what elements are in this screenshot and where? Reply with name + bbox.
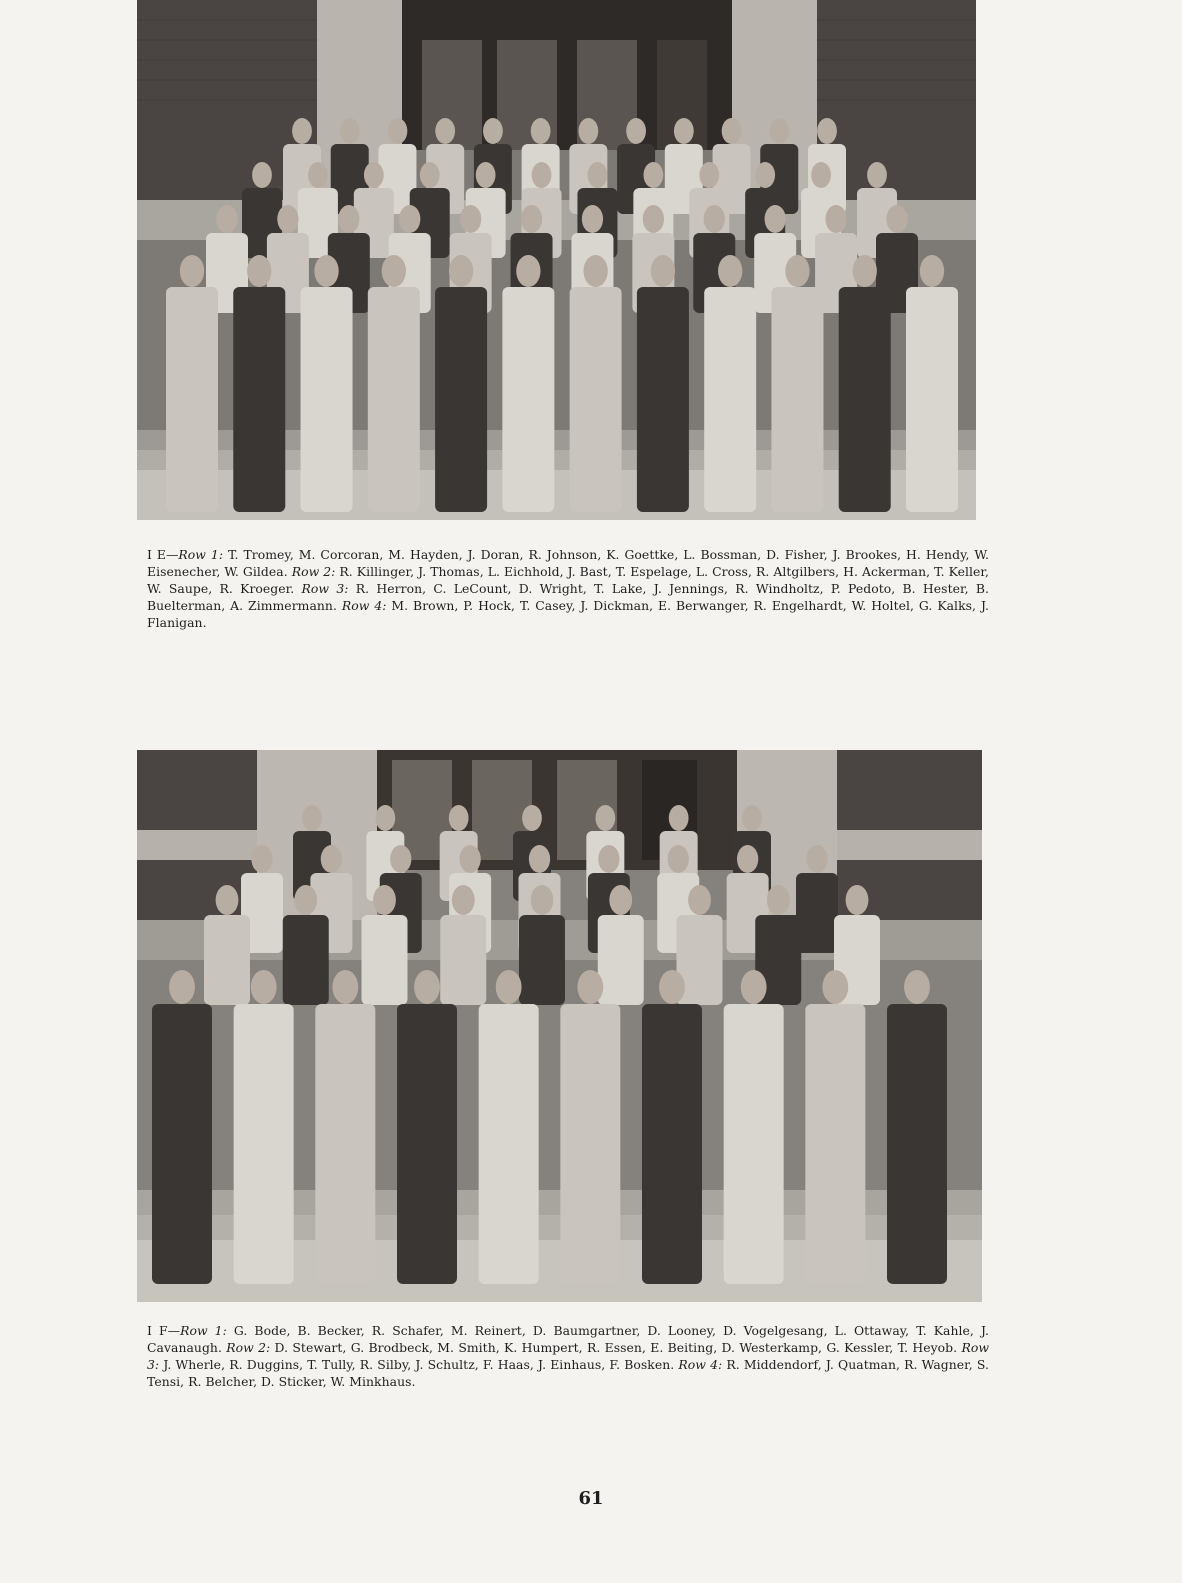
student-head xyxy=(598,845,619,873)
student-head xyxy=(216,885,239,915)
student-head xyxy=(626,118,646,144)
student-head xyxy=(737,845,758,873)
student-figure xyxy=(642,1004,702,1284)
student-head xyxy=(688,885,711,915)
student-figure xyxy=(204,915,250,1005)
student-head xyxy=(373,885,396,915)
student-head xyxy=(767,885,790,915)
student-head xyxy=(531,118,551,144)
student-figure xyxy=(166,287,218,512)
student-head xyxy=(251,970,277,1004)
class-label: I E— xyxy=(147,547,179,562)
row-names: D. Stewart, G. Brodbeck, M. Smith, K. Humpert, R. Essen, E. Beiting, D. Westerkamp, G. Kessler, T. Heyob. xyxy=(270,1340,962,1355)
student-figure xyxy=(570,287,622,512)
student-head xyxy=(308,162,328,188)
student-head xyxy=(811,162,831,188)
student-figure xyxy=(435,287,487,512)
row-label: Row 3: xyxy=(301,581,349,596)
page-number: 61 xyxy=(578,1488,604,1509)
student-head xyxy=(920,255,944,287)
student-head xyxy=(588,162,608,188)
student-figure xyxy=(771,287,823,512)
student-figure xyxy=(397,1004,457,1284)
student-figure xyxy=(479,1004,539,1284)
student-head xyxy=(532,162,552,188)
student-head xyxy=(314,255,338,287)
student-figure xyxy=(234,1004,294,1284)
student-head xyxy=(332,970,358,1004)
student-head xyxy=(414,970,440,1004)
student-head xyxy=(521,205,542,233)
student-head xyxy=(643,162,663,188)
row-names: R. Herron, C. LeCount, D. Wright, T. Lake, J. Jennings, R. Windholtz, P. Pedoto, B. Hester, B. Buelterman, A. Zimmermann. xyxy=(147,581,989,613)
student-figure xyxy=(839,287,891,512)
student-head xyxy=(674,118,694,144)
row-label: Row 4: xyxy=(341,598,387,613)
student-figure xyxy=(796,873,838,953)
student-head xyxy=(247,255,271,287)
student-figure xyxy=(887,1004,947,1284)
student-head xyxy=(522,805,542,831)
student-head xyxy=(476,162,496,188)
student-head xyxy=(169,970,195,1004)
student-figure xyxy=(805,1004,865,1284)
student-figure xyxy=(440,915,486,1005)
student-head xyxy=(390,845,411,873)
student-figure xyxy=(502,287,554,512)
student-figure xyxy=(906,287,958,512)
student-head xyxy=(669,805,689,831)
row-names: J. Wherle, R. Duggins, T. Tully, R. Silby, J. Schultz, F. Haas, J. Einhaus, F. Bosken. xyxy=(159,1357,679,1372)
row-names: R. Killinger, J. Thomas, L. Eichhold, J. Bast, T. Espelage, L. Cross, R. Altgilbers, H. Ackerman, T. Keller, W. Saupe, R. Kroeger. xyxy=(147,564,989,596)
student-head xyxy=(483,118,503,144)
student-head xyxy=(699,162,719,188)
class-1f-photo-illustration xyxy=(137,750,982,1302)
student-head xyxy=(659,970,685,1004)
student-head xyxy=(420,162,440,188)
student-head xyxy=(375,805,395,831)
student-head xyxy=(388,118,408,144)
student-head xyxy=(321,845,342,873)
student-head xyxy=(531,885,554,915)
student-head xyxy=(340,118,360,144)
student-figure xyxy=(519,915,565,1005)
student-head xyxy=(741,970,767,1004)
student-head xyxy=(449,805,469,831)
row-label: Row 2: xyxy=(291,564,336,579)
class-label: I F— xyxy=(147,1323,181,1338)
student-head xyxy=(582,205,603,233)
student-figure xyxy=(301,287,353,512)
student-head xyxy=(382,255,406,287)
student-figure xyxy=(560,1004,620,1284)
student-head xyxy=(853,255,877,287)
student-head xyxy=(460,205,481,233)
student-head xyxy=(252,162,272,188)
student-head xyxy=(595,805,615,831)
student-head xyxy=(180,255,204,287)
student-head xyxy=(704,205,725,233)
student-head xyxy=(609,885,632,915)
student-head xyxy=(399,205,420,233)
student-figure xyxy=(283,915,329,1005)
row-label: Row 4: xyxy=(678,1357,723,1372)
student-head xyxy=(718,255,742,287)
student-head xyxy=(216,205,237,233)
student-head xyxy=(651,255,675,287)
student-head xyxy=(825,205,846,233)
row-names: T. Tromey, M. Corcoran, M. Hayden, J. Doran, R. Johnson, K. Goettke, L. Bossman, D. Fisher, J. Brookes, H. Hendy, W. Eisenecher, W. Gildea. xyxy=(147,547,990,579)
class-1e-photo-illustration xyxy=(137,0,976,520)
student-figure xyxy=(362,915,408,1005)
student-head xyxy=(643,205,664,233)
student-head xyxy=(435,118,455,144)
student-head xyxy=(364,162,384,188)
student-head xyxy=(578,118,598,144)
student-head xyxy=(822,970,848,1004)
student-figure xyxy=(598,915,644,1005)
student-head xyxy=(755,162,775,188)
student-figure xyxy=(233,287,285,512)
row-label: Row 3: xyxy=(147,1340,989,1372)
student-figure xyxy=(152,1004,212,1284)
row-names: R. Middendorf, J. Quatman, R. Wagner, S. Tensi, R. Belcher, D. Sticker, W. Minkhaus. xyxy=(147,1357,990,1389)
student-head xyxy=(817,118,837,144)
student-head xyxy=(529,845,550,873)
student-head xyxy=(886,205,907,233)
student-head xyxy=(577,970,603,1004)
student-head xyxy=(722,118,742,144)
class-1f-caption xyxy=(147,1322,989,1390)
student-head xyxy=(516,255,540,287)
student-head xyxy=(583,255,607,287)
student-head xyxy=(846,885,869,915)
student-head xyxy=(452,885,475,915)
student-figure xyxy=(704,287,756,512)
student-head xyxy=(277,205,298,233)
student-head xyxy=(904,970,930,1004)
student-head xyxy=(292,118,312,144)
student-figure xyxy=(368,287,420,512)
student-figure xyxy=(637,287,689,512)
student-head xyxy=(459,845,480,873)
row-label: Row 1: xyxy=(180,1323,227,1338)
student-head xyxy=(742,805,762,831)
student-head xyxy=(785,255,809,287)
class-1e-caption xyxy=(147,546,989,631)
student-figure xyxy=(315,1004,375,1284)
student-head xyxy=(449,255,473,287)
student-head xyxy=(338,205,359,233)
row-label: Row 1: xyxy=(178,547,224,562)
row-names: M. Brown, P. Hock, T. Casey, J. Dickman, E. Berwanger, R. Engelhardt, W. Holtel, G. Kalks, J. Flanigan. xyxy=(147,598,989,630)
student-head xyxy=(302,805,322,831)
row-label: Row 2: xyxy=(226,1340,271,1355)
student-figure xyxy=(724,1004,784,1284)
class-1e-photo xyxy=(137,0,976,520)
student-head xyxy=(668,845,689,873)
student-head xyxy=(294,885,317,915)
student-head xyxy=(769,118,789,144)
student-head xyxy=(251,845,272,873)
class-1f-photo xyxy=(137,750,982,1302)
student-head xyxy=(867,162,887,188)
student-head xyxy=(765,205,786,233)
row-names: G. Bode, B. Becker, R. Schafer, M. Reinert, D. Baumgartner, D. Looney, D. Vogelgesang, L. Ottaway, T. Kahle, J. Cavanaugh. xyxy=(147,1323,989,1355)
student-head xyxy=(496,970,522,1004)
student-head xyxy=(806,845,827,873)
